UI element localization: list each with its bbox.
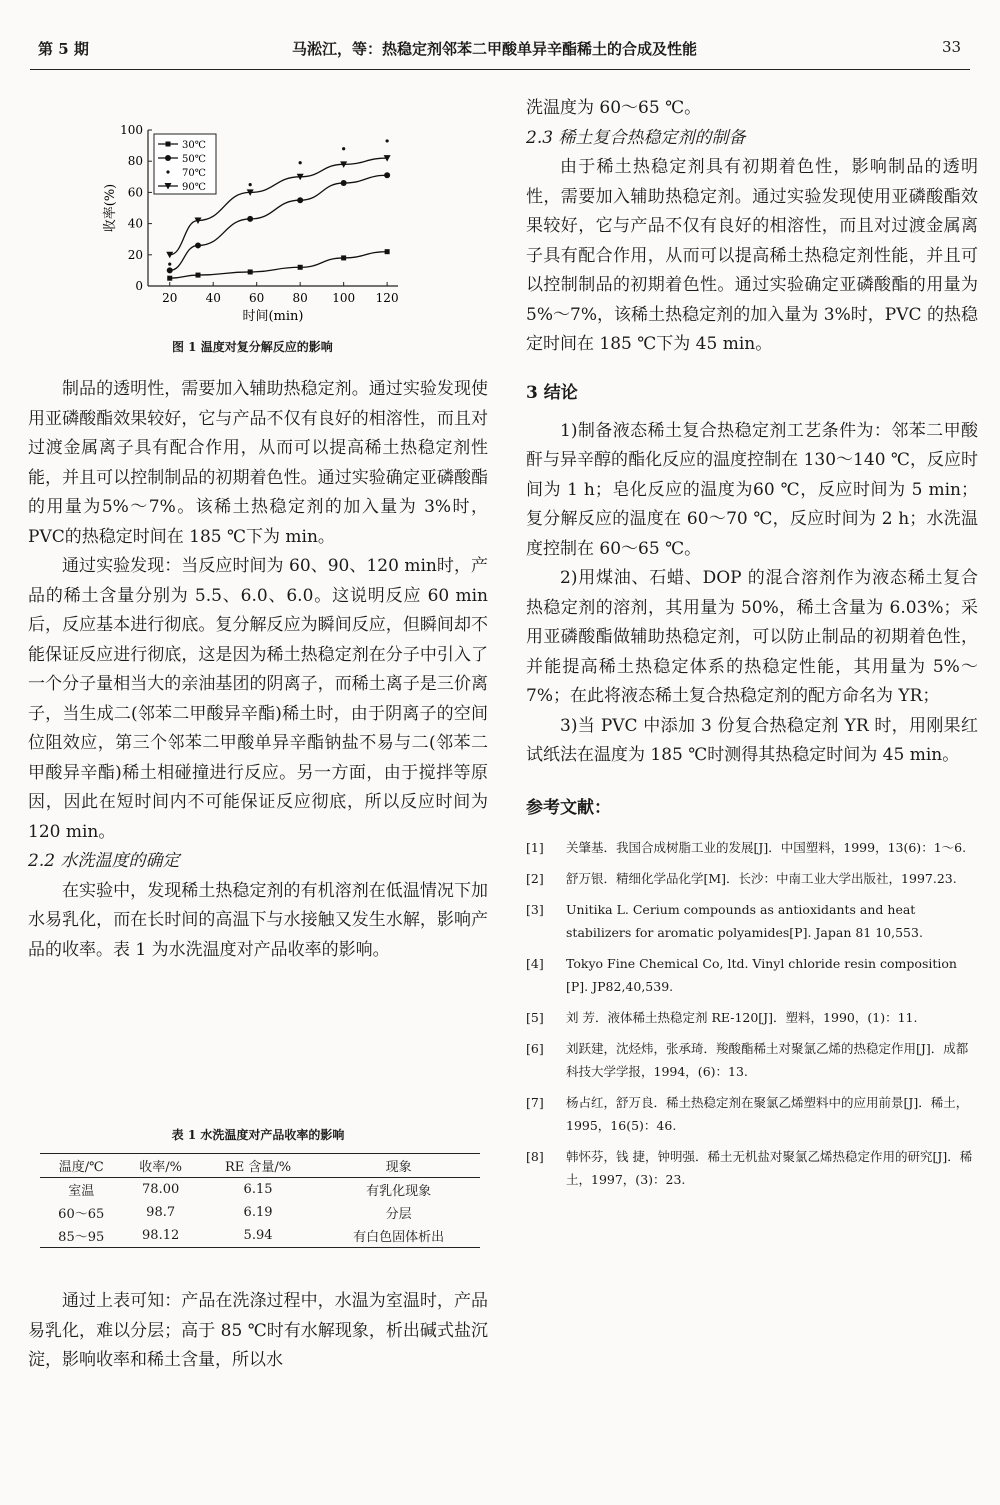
x-tick-label: 20 [162,291,178,305]
data-point [341,255,346,260]
y-tick-label: 0 [135,279,143,293]
conclusion-3: 3)当 PVC 中添加 3 份复合热稳定剂 YR 时，用刚果红试纸法在温度为 185 ℃时测得其热稳定时间为 45 min。 [526,715,978,765]
reference-text: 刘 芳．液体稀土热稳定剂 RE-120[J]．塑料，1990，(1)：11. [566,1009,918,1025]
y-axis-label: 收率(%) [103,183,118,233]
series-line [170,252,387,279]
legend-label: 70℃ [182,168,206,179]
data-point [195,242,201,248]
y-tick-label: 20 [127,247,143,262]
data-point [167,267,173,273]
reference-text: 刘跃建，沈烃炜，张承琦．羧酸酯稀土对聚氯乙烯的热稳定作用[J]．成都科技大学学报，1994，(6)：13. [566,1040,969,1079]
x-axis-label: 时间(min) [242,309,304,324]
reference-number: [3] [526,901,544,917]
paragraph: 由于稀土热稳定剂具有初期着色性，影响制品的透明性，需要加入辅助热稳定剂。通过实验发现使用亚磷酸酯效果较好，它与产品不仅有良好的相溶性，而且对过渡金属离子具有配合作用，从而可以提高稀土热稳定剂性能，并且可以控制制品的初期着色性。通过实验确定亚磷酸酯的用量为 5%～7%，该稀土热稳定剂的加入量为 3%时，PVC 的热稳定时间在 185 ℃下为 45 min。 [526,157,978,354]
table-row [40,1224,480,1248]
table-header: 收率/% [122,1154,198,1178]
table-cell: 有乳化现象 [366,1184,432,1199]
reference-text: Tokyo Fine Chemical Co, ltd. Vinyl chloride resin composition [P]. JP82,40,539. [566,955,957,994]
data-point [384,172,390,178]
table-cell: 85～95 [40,1224,122,1248]
y-tick-label: 100 [120,123,143,137]
data-point [168,263,171,266]
table-cell: 6.15 [243,1182,273,1197]
left-column-lower [28,1287,488,1376]
conclusion-1: 1)制备液态稀土复合热稳定剂工艺条件为：邻苯二甲酸酐与异辛醇的酯化反应的温度控制在 130～140 ℃，反应时间为 1 h；皂化反应的温度为60 ℃，反应时间为 5 min；复分解反应的温度在 60～70 ℃，反应时间为 2 h；水洗温度控制在 60～65 ℃。 [526,420,978,559]
data-point [299,161,302,164]
data-point [297,197,303,203]
data-point [385,249,390,254]
x-tick-label: 60 [249,291,265,305]
table-header: 现象 [317,1154,480,1178]
page-number: 33 [942,38,962,56]
table-cell: 有白色固体析出 [317,1224,480,1248]
table-cell: 98.7 [146,1205,176,1220]
data-point [249,183,252,186]
data-point [342,147,345,150]
section-heading-3: 3 结论 [526,382,578,403]
data-point [167,276,172,281]
reference-text: 杨占红，舒万良．稀土热稳定剂在聚氯乙烯塑料中的应用前景[J]．稀土，1995，16(5)：46. [566,1094,969,1133]
legend-label: 50℃ [182,154,206,165]
issue-label: 第 5 期 [38,40,89,58]
table-cell: 78.00 [142,1182,180,1197]
reference-item [526,898,978,944]
reference-text: Unitika L. Cerium compounds as antioxidants and heat stabilizers for aromatic polyamides[P]. Japan 81 10,553. [566,901,923,940]
figure-caption: 图 1 温度对复分解反应的影响 [172,340,333,354]
paragraph: 制品的透明性，需要加入辅助热稳定剂。通过实验发现使用亚磷酸酯效果较好，它与产品不仅有良好的相溶性，而且对过渡金属离子具有配合作用，从而可以提高稀土热稳定剂性能，并且可以控制制品的初期着色性。通过实验确定亚磷酸酯的用量为5%～7%。该稀土热稳定剂的加入量为 3%时，PVC的热稳定时间在 185 ℃下为 min。 [28,379,488,547]
table-cell: 60～65 [58,1207,105,1222]
right-column [526,94,978,1199]
reference-number: [5] [526,1009,544,1025]
reference-item [526,836,978,859]
reference-number: [1] [526,839,544,855]
paragraph: 通过上表可知：产品在洗涤过程中，水温为室温时，产品易乳化，难以分层；高于 85 ℃时有水解现象，析出碱式盐沉淀，影响收率和稀土含量，所以水 [28,1291,488,1370]
table-row [40,1178,480,1202]
reference-list [526,836,978,1191]
reference-item [526,1006,978,1029]
yield-vs-time-chart [90,118,410,334]
table-cell: 6.19 [243,1205,273,1220]
table-caption: 表 1 水洗温度对产品收率的影响 [171,1128,345,1142]
data-point [247,216,253,222]
reference-item [526,867,978,890]
table-row [40,1201,480,1224]
reference-text: 舒万银．精细化学品化学[M]．长沙：中南工业大学出版社，1997.23. [566,870,957,886]
reference-number: [7] [526,1094,544,1110]
section-heading-2-2: 2.2 水洗温度的确定 [28,851,180,871]
x-tick-label: 120 [375,291,399,305]
reference-number: [4] [526,955,544,971]
legend-marker [166,170,169,173]
reference-number: [6] [526,1040,544,1056]
data-point [341,180,347,186]
paragraph: 通过实验发现：当反应时间为 60、90、120 min时，产品的稀土含量分别为 5.5、6.0、6.0。这说明反应 60 min 后，反应基本进行彻底。复分解反应为瞬间反应，但瞬间却不能保证反应进行彻底，这是因为稀土热稳定剂在分子中引入了一个分子量相当大的亲油基团的阴离子，而稀土离子是三价离子，当生成二(邻苯二甲酸异辛酯)稀土时，由于阴离子的空间位阻效应，第三个邻苯二甲酸单异辛酯钠盐不易与二(邻苯二甲酸异辛酯)稀土相碰撞进行反应。另一方面，由于搅拌等原因，因此在短时间内不可能保证反应彻底，所以反应时间为 120 min。 [28,556,488,842]
x-tick-label: 40 [205,291,221,305]
section-heading-2-3: 2.3 稀土复合热稳定剂的制备 [526,127,746,148]
table-header: 温度/℃ [40,1154,122,1178]
table-1 [28,1126,488,1248]
table-cell: 室温 [68,1184,95,1199]
reference-item [526,952,978,998]
table-header: RE 含量/% [199,1154,317,1178]
reference-item [526,1091,978,1137]
legend-label: 30℃ [182,140,206,151]
table-cell: 5.94 [199,1224,317,1248]
data-point [298,265,303,270]
reference-item [526,1145,978,1191]
references-heading: 参考文献： [526,797,611,818]
legend-marker [165,155,171,161]
reference-text: 关肇基．我国合成树脂工业的发展[J]．中国塑料，1999，13(6)：1～6. [566,839,967,855]
conclusion-2: 2)用煤油、石蜡、DOP 的混合溶剂作为液态稀土复合热稳定剂的溶剂，其用量为 50%，稀土含量为 6.03%；采用亚磷酸酯做辅助热稳定剂，可以防止制品的初期着色性，并能提高稀土热稳定体系的热稳定性能，其用量为 5%～7%；在此将液态稀土复合热稳定剂的配方命名为 YR； [526,568,978,706]
yield-table [40,1153,480,1248]
y-tick-label: 60 [127,185,143,200]
running-title: 马淞江，等：热稳定剂邻苯二甲酸单异辛酯稀土的合成及性能 [292,40,698,58]
header-rule [30,69,970,70]
reference-number: [2] [526,870,544,886]
data-point [248,269,253,274]
reference-item [526,1037,978,1083]
x-tick-label: 80 [292,291,308,305]
paragraph: 在实验中，发现稀土热稳定剂的有机溶剂在低温情况下加水易乳化，而在长时间的高温下与水接触又发生水解，影响产品的收率。表 1 为水洗温度对产品收率的影响。 [28,880,488,960]
y-tick-label: 80 [127,154,143,169]
table-cell: 98.12 [122,1224,198,1248]
y-tick-label: 40 [127,216,143,231]
data-point [386,139,389,142]
x-tick-label: 100 [332,291,356,305]
legend-marker [166,142,171,147]
left-column-upper [28,375,488,965]
data-point [196,273,201,278]
reference-number: [8] [526,1148,544,1164]
legend-label: 90℃ [182,182,206,193]
reference-text: 韩怀芬，钱 捷，钟明强．稀土无机盐对聚氯乙烯热稳定作用的研究[J]．稀土，1997，(3)：23. [566,1148,973,1187]
paragraph: 洗温度为 60～65 ℃。 [526,98,702,118]
table-cell: 分层 [385,1207,412,1222]
